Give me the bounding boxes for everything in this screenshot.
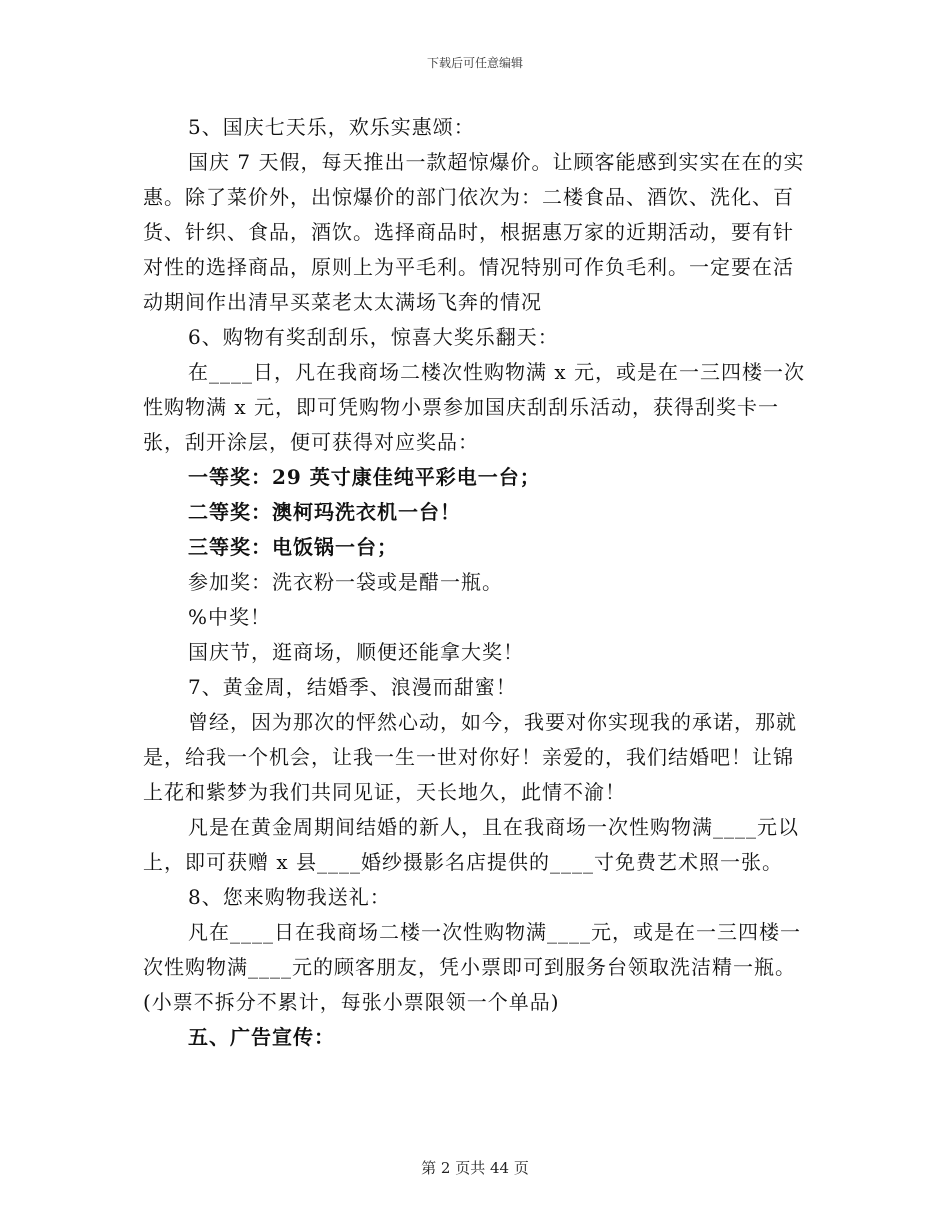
chapter-heading-5: 五、广告宣传： — [188, 1025, 335, 1049]
paragraph: 在____日，凡在我商场二楼次性购物满 x 元，或是在一三四楼一次性购物满 x 元，即可凭购物小票参加国庆刮刮乐活动，获得刮奖卡一张，刮开涂层，便可获得对应奖品： — [143, 360, 805, 454]
section-heading-5: 5、国庆七天乐，欢乐实惠颂： — [188, 115, 475, 139]
section-heading-6: 6、购物有奖刮刮乐，惊喜大奖乐翻天： — [188, 325, 559, 349]
paragraph: 凡是在黄金周期间结婚的新人，且在我商场一次性购物满____元以上，即可获赠 x 县____婚纱摄影名店提供的____寸免费艺术照一张。 — [143, 815, 799, 874]
prize-second: 二等奖：澳柯玛洗衣机一台！ — [188, 500, 461, 524]
prize-third: 三等奖：电饭锅一台； — [188, 535, 398, 559]
section-heading-7: 7、黄金周，结婚季、浪漫而甜蜜！ — [188, 675, 517, 699]
prize-participation: 参加奖：洗衣粉一袋或是醋一瓶。 — [188, 570, 503, 594]
paragraph: 国庆节，逛商场，顺便还能拿大奖！ — [188, 640, 524, 664]
paragraph: 曾经，因为那次的怦然心动，如今，我要对你实现我的承诺，那就是，给我一个机会，让我一生一世对你好！亲爱的，我们结婚吧！让锦上花和紫梦为我们共同见证，天长地久，此情不渝！ — [143, 710, 797, 804]
page-footer: 第 2 页共 44 页 — [421, 1159, 529, 1177]
document-body — [143, 110, 808, 1055]
paragraph: 凡在____日在我商场二楼一次性购物满____元，或是在一三四楼一次性购物满____元的顾客朋友，凭小票即可到服务台领取洗洁精一瓶。(小票不拆分不累计，每张小票限领一个单品) — [143, 920, 801, 1014]
paragraph: 国庆 7 天假，每天推出一款超惊爆价。让顾客能感到实实在在的实惠。除了菜价外，出惊爆价的部门依次为：二楼食品、酒饮、洗化、百货、针织、食品，酒饮。选择商品时，根据惠万家的近期活动，要有针对性的选择商品，原则上为平毛利。情况特别可作负毛利。一定要在活动期间作出清早买菜老太太满场飞奔的情况 — [143, 150, 805, 314]
prize-first: 一等奖：29 英寸康佳纯平彩电一台； — [188, 465, 541, 489]
paragraph: %中奖！ — [188, 605, 272, 629]
section-heading-8: 8、您来购物我送礼： — [188, 885, 391, 909]
page-header: 下载后可任意编辑 — [426, 56, 523, 70]
